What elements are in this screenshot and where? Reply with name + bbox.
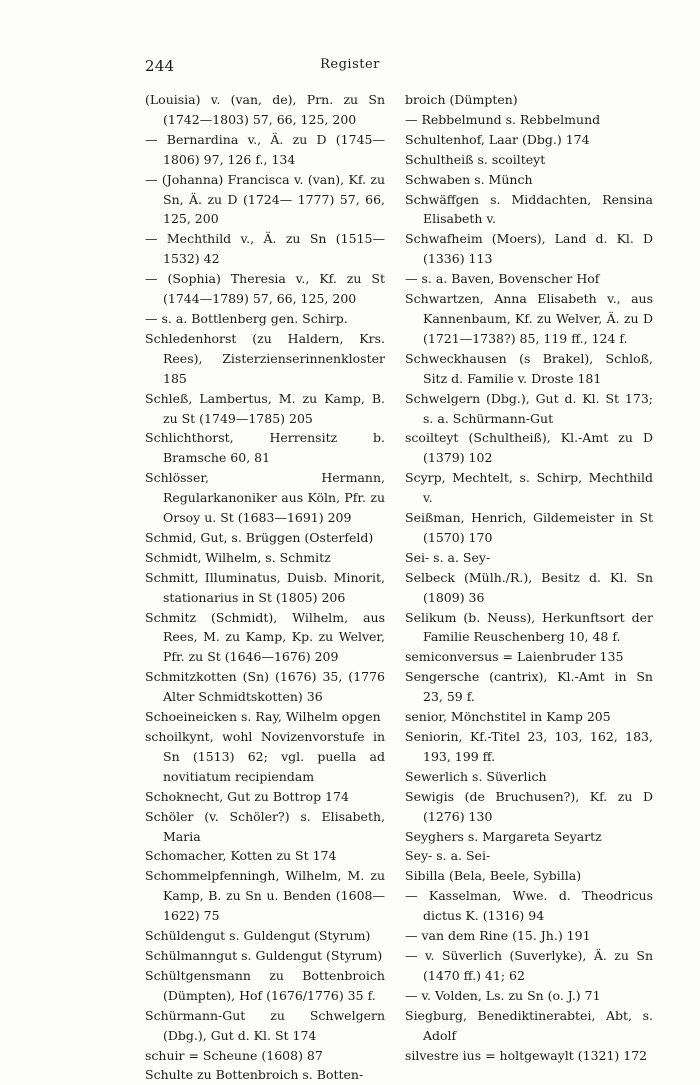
index-entry: silvestre ius = holtgewaylt (1321) 172: [405, 1047, 648, 1063]
index-entry: Seißman, Henrich, Gildemeister in St (1570) 170: [405, 510, 653, 545]
index-entry: Scyrp, Mechtelt, s. Schirp, Mechthild v.: [405, 470, 653, 506]
index-entry: Schwaben s. Münch: [405, 171, 533, 187]
index-entry: Schöler (v. Schöler?) s. Elisabeth, Maria: [145, 808, 385, 844]
index-entry: Schulte zu Bottenbroich s. Botten-: [145, 1067, 364, 1083]
index-entry: Schlösser, Hermann, Regularkanoniker aus Köln, Pfr. zu Orsoy u. St (1683—1691) 209: [145, 470, 385, 526]
index-entry: — Kasselman, Wwe. d. Theodricus dictus K. (1316) 94: [405, 888, 653, 924]
index-entry: Schoknecht, Gut zu Bottrop 174: [145, 788, 349, 804]
index-entry: — s. a. Bottlenberg gen. Schirp.: [145, 310, 348, 326]
running-head: Register: [320, 57, 380, 72]
index-entry: — Mechthild v., Ä. zu Sn (1515—1532) 42: [145, 231, 385, 267]
index-entry: Schwäffgen s. Middachten, Rensina Elisabeth v.: [405, 191, 653, 227]
index-column-left: [145, 90, 385, 1085]
index-entry: Sibilla (Bela, Beele, Sybilla): [405, 868, 582, 884]
index-entry: Sei- s. a. Sey-: [405, 549, 491, 565]
index-entry: Schürmann-Gut zu Schwelgern (Dbg.), Gut d. Kl. St 174: [145, 1007, 385, 1043]
index-entry: Schüldengut s. Guldengut (Styrum): [145, 928, 371, 944]
index-entry: Selikum (b. Neuss), Herkunftsort der Familie Reuschenberg 10, 48 f.: [405, 609, 653, 645]
index-entry: scoilteyt (Schultheiß), Kl.-Amt zu D (1379) 102: [405, 430, 653, 466]
index-entry: — s. a. Baven, Bovenscher Hof: [405, 271, 600, 287]
index-entry: — van dem Rine (15. Jh.) 191: [405, 928, 591, 944]
index-entry: Sewerlich s. Süverlich: [405, 768, 547, 784]
index-entry: Schülmanngut s. Guldengut (Styrum): [145, 947, 383, 963]
index-entry: Schoeineicken s. Ray, Wilhelm opgen: [145, 709, 381, 725]
index-entry: Schultheiß s. scoilteyt: [405, 151, 546, 167]
index-entry: Schledenhorst (zu Haldern, Krs. Rees), Zisterzienserinnenkloster 185: [145, 330, 385, 386]
index-entry: Schwelgern (Dbg.), Gut d. Kl. St 173; s. a. Schürmann-Gut: [405, 390, 653, 426]
index-column-right: [405, 90, 653, 1065]
index-entry: Schultenhof, Laar (Dbg.) 174: [405, 131, 590, 147]
index-entry: Schmitz (Schmidt), Wilhelm, aus Rees, M. zu Kamp, Kp. zu Welver, Pfr. zu St (1646—1676) 209: [145, 609, 385, 665]
index-entry: Schlichthorst, Herrensitz b. Bramsche 60, 81: [145, 430, 385, 466]
index-entry: Schmidt, Wilhelm, s. Schmitz: [145, 549, 331, 565]
index-entry: Seyghers s. Margareta Seyartz: [405, 828, 602, 844]
page-number: 244: [145, 57, 175, 75]
index-entry: Schleß, Lambertus, M. zu Kamp, B. zu St (1749—1785) 205: [145, 390, 385, 426]
index-entry: — v. Volden, Ls. zu Sn (o. J.) 71: [405, 987, 601, 1003]
index-entry: Sewigis (de Bruchusen?), Kf. zu D (1276) 130: [405, 788, 653, 824]
index-entry: — (Sophia) Theresia v., Kf. zu St (1744—1789) 57, 66, 125, 200: [145, 271, 385, 307]
index-entry: Schwafheim (Moers), Land d. Kl. D (1336) 113: [405, 231, 653, 267]
index-entry: (Louisia) v. (van, de), Prn. zu Sn (1742—1803) 57, 66, 125, 200: [145, 92, 385, 127]
index-entry: — v. Süverlich (Suverlyke), Ä. zu Sn (1470 ff.) 41; 62: [405, 947, 653, 983]
index-entry: Selbeck (Mülh./R.), Besitz d. Kl. Sn (1809) 36: [405, 569, 653, 605]
index-entry: Schwartzen, Anna Elisabeth v., aus Kannenbaum, Kf. zu Welver, Ä. zu D (1721—1738?) 85, 119 ff., 124 f.: [405, 291, 653, 346]
index-entry: Schommelpfenningh, Wilhelm, M. zu Kamp, B. zu Sn u. Benden (1608—1622) 75: [145, 868, 385, 924]
index-entry: Schmid, Gut, s. Brüggen (Osterfeld): [145, 529, 374, 545]
index-entry: Siegburg, Benediktinerabtei, Abt, s. Adolf: [405, 1007, 653, 1043]
index-entry: Schmitt, Illuminatus, Duisb. Minorit, stationarius in St (1805) 206: [145, 569, 385, 605]
index-entry: Seniorin, Kf.-Titel 23, 103, 162, 183, 193, 199 ff.: [405, 729, 653, 764]
index-entry: — (Johanna) Francisca v. (van), Kf. zu Sn, Ä. zu D (1724— 1777) 57, 66, 125, 200: [145, 171, 385, 227]
index-entry: — Bernardina v., Ä. zu D (1745—1806) 97, 126 f., 134: [145, 131, 385, 167]
index-entry: Sey- s. a. Sei-: [405, 848, 491, 864]
index-entry: Schültgensmann zu Bottenbroich (Dümpten), Hof (1676/1776) 35 f.: [145, 967, 385, 1003]
index-entry: senior, Mönchstitel in Kamp 205: [405, 709, 611, 725]
index-entry: Schweckhausen (s Brakel), Schloß, Sitz d. Familie v. Droste 181: [405, 350, 653, 386]
index-entry: schuir = Scheune (1608) 87: [145, 1047, 323, 1063]
index-entry: broich (Dümpten): [405, 92, 518, 107]
index-entry: schoilkynt, wohl Novizenvorstufe in Sn (1513) 62; vgl. puella ad novitiatum recipiendam: [145, 729, 385, 784]
index-entry: Schomacher, Kotten zu St 174: [145, 848, 337, 864]
index-entry: semiconversus = Laienbruder 135: [405, 649, 624, 665]
index-entry: — Rebbelmund s. Rebbelmund: [405, 111, 601, 127]
index-entry: Sengersche (cantrix), Kl.-Amt in Sn 23, 59 f.: [405, 669, 653, 705]
index-entry: Schmitzkotten (Sn) (1676) 35, (1776 Alter Schmidtskotten) 36: [145, 669, 385, 705]
